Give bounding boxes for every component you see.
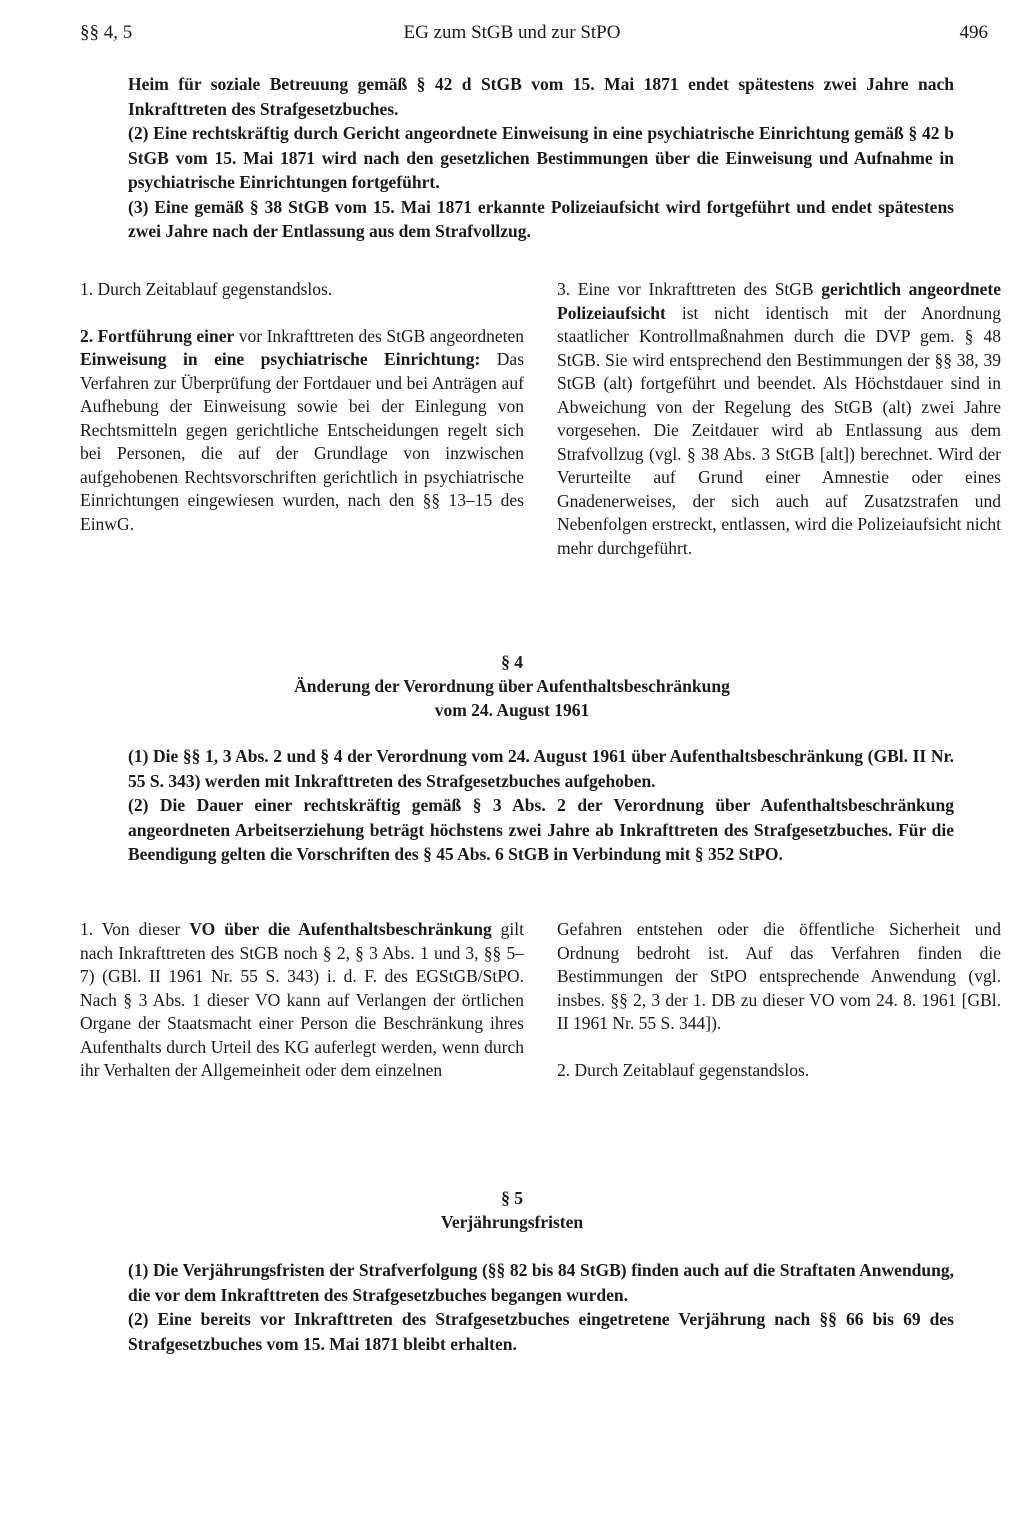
commentary-note: 2. Durch Zeitablauf gegenstandslos. xyxy=(557,1059,810,1080)
section-5-title: Verjährungsfristen xyxy=(440,1212,584,1232)
note-text: vor Inkrafttreten des StGB angeordneten xyxy=(234,325,524,346)
section-4-subtitle: vom 24. August 1961 xyxy=(434,700,590,720)
note-keyword: gerichtlich angeordnete Polizeiaufsicht xyxy=(557,279,1002,323)
statute-paragraph: (3) Eine gemäß § 38 StGB vom 15. Mai 1871 erkannte Polizeiaufsicht wird fortgeführt und endet spätestens zwei Jahre nach der Entlassung aus dem Strafvollzug. xyxy=(128,196,954,241)
commentary-1-left-column xyxy=(80,278,524,559)
note-number: 2. xyxy=(80,325,94,346)
section-4-number: § 4 xyxy=(501,652,523,672)
note-keyword: VO über die Aufenthaltsbeschränkung xyxy=(189,919,492,939)
commentary-note xyxy=(80,325,524,537)
section-5-number: § 5 xyxy=(501,1188,523,1208)
statute-paragraph: (2) Eine bereits vor Inkrafttreten des Strafgesetzbuches eingetretene Verjährung nach §§ 66 bis 69 des Strafgesetzbuches vom 15. Mai 1871 bleibt erhalten. xyxy=(128,1309,954,1354)
statute-paragraph: (2) Die Dauer einer rechtskräftig gemäß § 3 Abs. 2 der Verordnung über Aufenthaltsbeschränkung angeordneten Arbeitserziehung beträgt höchstens zwei Jahre ab Inkrafttreten des Strafgesetzbuches. Für die Beendigung gelten die Vorschriften des § 45 Abs. 6 StGB in Verbindung mit § 352 StPO. xyxy=(128,795,954,864)
commentary-note: 1. Durch Zeitablauf gegenstandslos. xyxy=(80,279,333,299)
note-text: Eine vor Inkrafttreten des StGB xyxy=(570,279,822,299)
note-number: 3. xyxy=(557,279,571,299)
header-section-ref: §§ 4, 5 xyxy=(80,22,133,43)
statute-paragraph: (2) Eine rechtskräftig durch Gericht angeordnete Einweisung in eine psychiatrische Einrichtung gemäß § 42 b StGB vom 15. Mai 1871 wird nach den gesetzlichen Bestimmungen über die Einweisung und Aufnahme in psychiatrische Einrichtungen fortgeführt. xyxy=(128,123,954,192)
note-keyword: Einweisung in eine psychiatrische Einrichtung: xyxy=(80,349,481,369)
statute-paragraph: (1) Die §§ 1, 3 Abs. 2 und § 4 der Verordnung vom 24. August 1961 über Aufenthaltsbeschränkung (GBl. II Nr. 55 S. 343) werden mit Inkrafttreten des Strafgesetzbuches aufgehoben. xyxy=(128,746,954,791)
statute-text-section-5 xyxy=(128,1258,954,1356)
commentary-note xyxy=(557,278,1001,560)
section-4-title: Änderung der Verordnung über Aufenthaltsbeschränkung xyxy=(294,676,730,696)
commentary-note: Gefahren entstehen oder die öffentliche Sicherheit und Ordnung bedroht ist. Auf das Verfahren finden die Bestimmungen der StPO entsprechende Anwendung (vgl. insbes. §§ 2, 3 der 1. DB zu dieser VO vom 24. 8. 1961 [GBl. II 1961 Nr. 55 S. 344]). xyxy=(557,919,1001,1033)
note-text: 1. Von dieser xyxy=(80,919,190,939)
commentary-note xyxy=(80,918,524,1083)
note-text: Das Verfahren zur Überprüfung der Fortdauer und bei Anträgen auf Aufhebung der Einweisung sowie bei der Einlegung von Rechtsmitteln gegen gerichtliche Entscheidungen regelt sich bei Personen, die auf der Grundlage von inzwischen aufgehobenen Rechtsvorschriften gerichtlich in psychiatrische Einrichtungen eingewiesen wurden, nach den §§ 13–15 des EinwG. xyxy=(80,349,524,534)
commentary-2-right-column xyxy=(557,918,1001,1105)
statute-paragraph: (1) Die Verjährungsfristen der Strafverfolgung (§§ 82 bis 84 StGB) finden auch auf die Straftaten Anwendung, die vor dem Inkrafttreten des Strafgesetzbuches begangen wurden. xyxy=(128,1260,954,1305)
page-number: 496 xyxy=(959,22,988,43)
statute-text-section-3 xyxy=(128,72,954,244)
note-text: gilt nach Inkrafttreten des StGB noch § 2, § 3 Abs. 1 und 3, §§ 5–7) (GBl. II 1961 Nr. 55 S. 343) i. d. F. des EGStGB/StPO. Nach § 3 Abs. 1 dieser VO kann auf Verlangen der örtlichen Organe der Staatsmacht einer Person die Beschränkung ihres Aufenthalts durch Urteil des KG auferlegt werden, wenn durch ihr Verhalten der Allgemeinheit oder dem einzelnen xyxy=(80,919,524,1080)
statute-paragraph: Heim für soziale Betreuung gemäß § 42 d StGB vom 15. Mai 1871 endet spätestens zwei Jahre nach Inkrafttreten des Strafgesetzbuches. xyxy=(128,74,954,119)
page-header xyxy=(0,22,1024,52)
note-text: ist nicht identisch mit der Anordnung staatlicher Kontrollmaßnahmen durch die DVP gem. § 48 StGB. Sie wird entsprechend den Bestimmungen der §§ 38, 39 StGB (alt) fortgeführt und beendet. Als Höchstdauer sind in Abweichung von der Regelung des StGB (alt) zwei Jahre vorgesehen. Die Zeitdauer wird ab Entlassung aus dem Strafvollzug (vgl. § 38 Abs. 3 StGB [alt]) berechnet. Wird der Verurteilte auf Grund einer Amnestie oder eines Gnadenerweises, der sich auch auf Zusatzstrafen und Nebenfolgen erstreckt, entlassen, wird die Polizeiaufsicht nicht mehr durchgeführt. xyxy=(557,302,1001,558)
header-title: EG zum StGB und zur StPO xyxy=(403,22,621,43)
statute-text-section-4 xyxy=(128,744,954,867)
commentary-2-left-column xyxy=(80,918,524,1106)
note-keyword: Fortführung einer xyxy=(97,325,235,346)
commentary-1-right-column xyxy=(557,278,1001,583)
